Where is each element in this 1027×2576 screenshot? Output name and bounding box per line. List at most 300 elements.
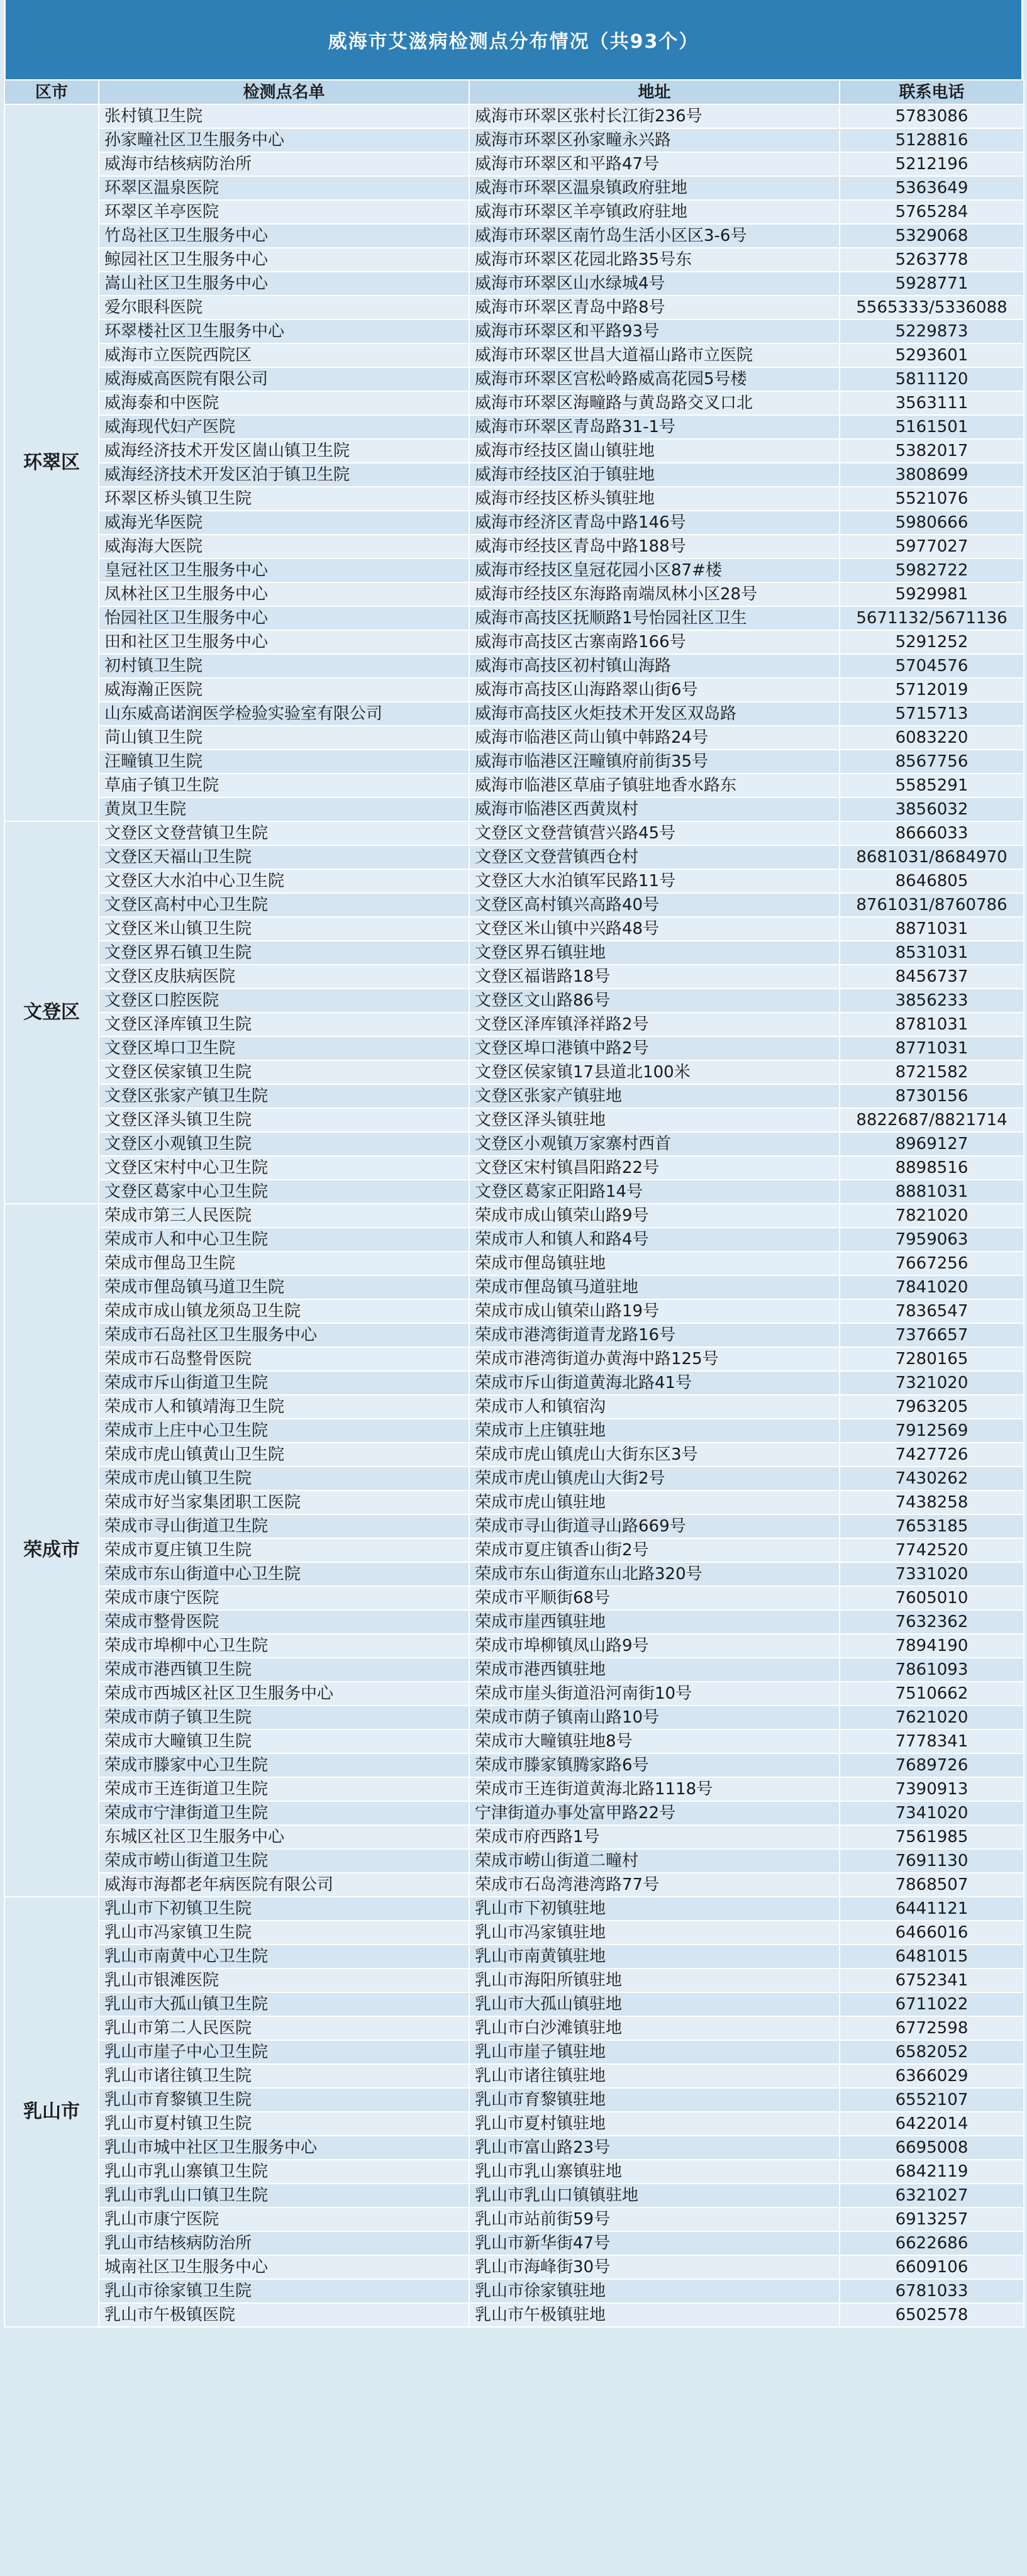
address-cell: 乳山市徐家镇驻地: [469, 2279, 840, 2303]
site-name-cell: 乳山市诸往镇卫生院: [99, 2064, 469, 2088]
site-name-cell: 威海市结核病防治所: [99, 152, 469, 176]
phone-cell: 7841020: [840, 1275, 1024, 1299]
table-row: [4, 1706, 1024, 1729]
site-name-cell: 威海威高医院有限公司: [99, 367, 469, 391]
address-cell: 荣成市寻山街道寻山路669号: [469, 1514, 840, 1538]
phone-cell: 8881031: [840, 1180, 1024, 1204]
table-row: [4, 152, 1024, 176]
phone-cell: 8646805: [840, 869, 1024, 893]
address-cell: 文登区埠口港镇中路2号: [469, 1036, 840, 1060]
address-cell: 威海市环翠区山水绿城4号: [469, 272, 840, 296]
phone-cell: 8666033: [840, 821, 1024, 845]
phone-cell: 8781031: [840, 1013, 1024, 1036]
table-row: [4, 1347, 1024, 1371]
table-row: [4, 1562, 1024, 1586]
table-row: [4, 1968, 1024, 1992]
phone-cell: 7667256: [840, 1252, 1024, 1275]
address-cell: 宁津街道办事处富甲路22号: [469, 1801, 840, 1825]
table-row: [4, 1491, 1024, 1514]
phone-cell: 7321020: [840, 1371, 1024, 1395]
address-cell: 威海市环翠区羊亭镇政府驻地: [469, 200, 840, 224]
address-cell: 威海市高技区古寨南路166号: [469, 630, 840, 654]
address-cell: 威海市环翠区青岛中路8号: [469, 296, 840, 319]
site-name-cell: 荣成市人和中心卫生院: [99, 1228, 469, 1252]
address-cell: 文登区泽库镇泽祥路2号: [469, 1013, 840, 1036]
site-name-cell: 环翠区温泉医院: [99, 176, 469, 200]
site-name-cell: 荣成市俚岛镇马道卫生院: [99, 1275, 469, 1299]
site-name-cell: 文登区张家产镇卫生院: [99, 1084, 469, 1108]
site-name-cell: 荣成市崂山街道卫生院: [99, 1849, 469, 1873]
table-row: [4, 606, 1024, 630]
column-header-phone: 联系电话: [840, 80, 1024, 104]
table-row: [4, 1921, 1024, 1945]
site-name-cell: 山东威高诺润医学检验实验室有限公司: [99, 702, 469, 726]
address-cell: 荣成市成山镇荣山路9号: [469, 1204, 840, 1228]
site-name-cell: 文登区界石镇卫生院: [99, 941, 469, 965]
address-cell: 荣成市俚岛镇驻地: [469, 1252, 840, 1275]
table-row: [4, 511, 1024, 535]
table-row: [4, 1395, 1024, 1419]
phone-cell: 5263778: [840, 248, 1024, 272]
phone-cell: 7438258: [840, 1491, 1024, 1514]
phone-cell: 6552107: [840, 2088, 1024, 2112]
phone-cell: 7341020: [840, 1801, 1024, 1825]
address-cell: 荣成市港西镇驻地: [469, 1658, 840, 1682]
table-header-row: [4, 80, 1024, 104]
phone-cell: 6422014: [840, 2112, 1024, 2136]
phone-cell: 7390913: [840, 1777, 1024, 1801]
address-cell: 文登区高村镇兴高路40号: [469, 893, 840, 917]
phone-cell: 7821020: [840, 1204, 1024, 1228]
address-cell: 文登区宋村镇昌阳路22号: [469, 1156, 840, 1180]
phone-cell: 7331020: [840, 1562, 1024, 1586]
table-row: [4, 2279, 1024, 2303]
address-cell: 乳山市夏村镇驻地: [469, 2112, 840, 2136]
site-name-cell: 乳山市崖子中心卫生院: [99, 2040, 469, 2064]
table-row: [4, 1777, 1024, 1801]
testing-sites-table: [4, 79, 1024, 2328]
table-row: [4, 535, 1024, 558]
site-name-cell: 乳山市康宁医院: [99, 2207, 469, 2231]
table-row: [4, 248, 1024, 272]
site-name-cell: 荣成市港西镇卫生院: [99, 1658, 469, 1682]
address-cell: 乳山市大孤山镇驻地: [469, 1992, 840, 2016]
address-cell: 乳山市冯家镇驻地: [469, 1921, 840, 1945]
table-row: [4, 1586, 1024, 1610]
table-row: [4, 176, 1024, 200]
column-header-address: 地址: [469, 80, 840, 104]
address-cell: 荣成市斥山街道黄海北路41号: [469, 1371, 840, 1395]
table-row: [4, 2231, 1024, 2255]
address-cell: 文登区大水泊镇军民路11号: [469, 869, 840, 893]
table-row: [4, 1945, 1024, 1968]
address-cell: 荣成市人和镇人和路4号: [469, 1228, 840, 1252]
table-row: [4, 296, 1024, 319]
address-cell: 威海市高技区山海路翠山街6号: [469, 678, 840, 702]
phone-cell: 5928771: [840, 272, 1024, 296]
phone-cell: 8771031: [840, 1036, 1024, 1060]
column-header-name: 检测点名单: [99, 80, 469, 104]
table-row: [4, 1682, 1024, 1706]
table-row: [4, 678, 1024, 702]
address-cell: 威海市环翠区海疃路与黄岛路交叉口北: [469, 391, 840, 415]
table-row: [4, 487, 1024, 511]
phone-cell: 3563111: [840, 391, 1024, 415]
table-row: [4, 1729, 1024, 1753]
phone-cell: 7742520: [840, 1538, 1024, 1562]
address-cell: 威海市环翠区和平路47号: [469, 152, 840, 176]
site-name-cell: 乳山市育黎镇卫生院: [99, 2088, 469, 2112]
site-name-cell: 荣成市王连街道卫生院: [99, 1777, 469, 1801]
phone-cell: 6083220: [840, 726, 1024, 750]
table-row: [4, 558, 1024, 582]
address-cell: 威海市临港区汪疃镇府前街35号: [469, 750, 840, 774]
site-name-cell: 乳山市午极镇医院: [99, 2303, 469, 2327]
table-row: [4, 1992, 1024, 2016]
table-row: [4, 1252, 1024, 1275]
site-name-cell: 乳山市南黄中心卫生院: [99, 1945, 469, 1968]
site-name-cell: 东城区社区卫生服务中心: [99, 1825, 469, 1849]
table-row: [4, 1204, 1024, 1228]
phone-cell: 7868507: [840, 1873, 1024, 1897]
table-row: [4, 2160, 1024, 2184]
phone-cell: 6913257: [840, 2207, 1024, 2231]
site-name-cell: 荣成市荫子镇卫生院: [99, 1706, 469, 1729]
site-name-cell: 荣成市大疃镇卫生院: [99, 1729, 469, 1753]
site-name-cell: 威海现代妇产医院: [99, 415, 469, 439]
site-name-cell: 文登区埠口卫生院: [99, 1036, 469, 1060]
phone-cell: 5977027: [840, 535, 1024, 558]
phone-cell: 6502578: [840, 2303, 1024, 2327]
address-cell: 威海市环翠区张村长江街236号: [469, 104, 840, 128]
address-cell: 乳山市育黎镇驻地: [469, 2088, 840, 2112]
table-row: [4, 128, 1024, 152]
site-name-cell: 环翠区桥头镇卫生院: [99, 487, 469, 511]
address-cell: 文登区界石镇驻地: [469, 941, 840, 965]
address-cell: 文登区张家产镇驻地: [469, 1084, 840, 1108]
table-row: [4, 2016, 1024, 2040]
address-cell: 乳山市站前街59号: [469, 2207, 840, 2231]
table-row: [4, 774, 1024, 797]
table-row: [4, 463, 1024, 487]
site-name-cell: 乳山市下初镇卫生院: [99, 1897, 469, 1921]
table-row: [4, 391, 1024, 415]
site-name-cell: 文登区天福山卫生院: [99, 845, 469, 869]
address-cell: 荣成市崖西镇驻地: [469, 1610, 840, 1634]
address-cell: 威海市高技区抚顺路1号怡园社区卫生: [469, 606, 840, 630]
site-name-cell: 乳山市乳山寨镇卫生院: [99, 2160, 469, 2184]
table-row: [4, 965, 1024, 989]
phone-cell: 6366029: [840, 2064, 1024, 2088]
address-cell: 文登区小观镇万家寨村西首: [469, 1132, 840, 1156]
table-row: [4, 1084, 1024, 1108]
table-row: [4, 1873, 1024, 1897]
site-name-cell: 荣成市西城区社区卫生服务中心: [99, 1682, 469, 1706]
phone-cell: 6466016: [840, 1921, 1024, 1945]
phone-cell: 5783086: [840, 104, 1024, 128]
address-cell: 荣成市崖头街道沿河南街10号: [469, 1682, 840, 1706]
phone-cell: 7430262: [840, 1467, 1024, 1491]
table-row: [4, 1897, 1024, 1921]
phone-cell: 5565333/5336088: [840, 296, 1024, 319]
phone-cell: 8969127: [840, 1132, 1024, 1156]
site-name-cell: 威海市海都老年病医院有限公司: [99, 1873, 469, 1897]
site-name-cell: 乳山市大孤山镇卫生院: [99, 1992, 469, 2016]
table-row: [4, 750, 1024, 774]
table-row: [4, 200, 1024, 224]
site-name-cell: 文登区小观镇卫生院: [99, 1132, 469, 1156]
address-cell: 荣成市港湾街道办黄海中路125号: [469, 1347, 840, 1371]
site-name-cell: 威海光华医院: [99, 511, 469, 535]
site-name-cell: 荣成市石岛整骨医院: [99, 1347, 469, 1371]
site-name-cell: 荣成市第三人民医院: [99, 1204, 469, 1228]
site-name-cell: 孙家疃社区卫生服务中心: [99, 128, 469, 152]
table-row: [4, 2207, 1024, 2231]
site-name-cell: 苘山镇卫生院: [99, 726, 469, 750]
phone-cell: 7280165: [840, 1347, 1024, 1371]
address-cell: 威海市经技区青岛中路188号: [469, 535, 840, 558]
address-cell: 荣成市虎山镇虎山大街东区3号: [469, 1443, 840, 1467]
phone-cell: 6321027: [840, 2184, 1024, 2207]
phone-cell: 3856233: [840, 989, 1024, 1013]
address-cell: 乳山市乳山口镇镇驻地: [469, 2184, 840, 2207]
table-row: [4, 1180, 1024, 1204]
table-row: [4, 319, 1024, 343]
table-row: [4, 1753, 1024, 1777]
site-name-cell: 荣成市斥山街道卫生院: [99, 1371, 469, 1395]
address-cell: 荣成市虎山镇虎山大街2号: [469, 1467, 840, 1491]
address-cell: 乳山市南黄镇驻地: [469, 1945, 840, 1968]
address-cell: 威海市经济区青岛中路146号: [469, 511, 840, 535]
address-cell: 威海市高技区火炬技术开发区双岛路: [469, 702, 840, 726]
table-row: [4, 1467, 1024, 1491]
site-name-cell: 威海市立医院西院区: [99, 343, 469, 367]
phone-cell: 6752341: [840, 1968, 1024, 1992]
phone-cell: 7621020: [840, 1706, 1024, 1729]
phone-cell: 6481015: [840, 1945, 1024, 1968]
phone-cell: 5712019: [840, 678, 1024, 702]
phone-cell: 3808699: [840, 463, 1024, 487]
address-cell: 荣成市平顺街68号: [469, 1586, 840, 1610]
address-cell: 荣成市俚岛镇马道驻地: [469, 1275, 840, 1299]
address-cell: 乳山市诸往镇驻地: [469, 2064, 840, 2088]
phone-cell: 7605010: [840, 1586, 1024, 1610]
address-cell: 威海市临港区苘山镇中韩路24号: [469, 726, 840, 750]
address-cell: 文登区葛家正阳路14号: [469, 1180, 840, 1204]
address-cell: 荣成市虎山镇驻地: [469, 1491, 840, 1514]
address-cell: 荣成市崂山街道二疃村: [469, 1849, 840, 1873]
table-row: [4, 2112, 1024, 2136]
site-name-cell: 竹岛社区卫生服务中心: [99, 224, 469, 248]
table-row: [4, 582, 1024, 606]
address-cell: 荣成市王连街道黄海北路1118号: [469, 1777, 840, 1801]
phone-cell: 5382017: [840, 439, 1024, 463]
table-row: [4, 1610, 1024, 1634]
table-row: [4, 415, 1024, 439]
phone-cell: 5715713: [840, 702, 1024, 726]
address-cell: 乳山市白沙滩镇驻地: [469, 2016, 840, 2040]
column-header-district: 区市: [4, 80, 99, 104]
phone-cell: 7894190: [840, 1634, 1024, 1658]
table-row: [4, 2088, 1024, 2112]
phone-cell: 7836547: [840, 1299, 1024, 1323]
address-cell: 威海市经技区皇冠花园小区87#楼: [469, 558, 840, 582]
table-row: [4, 439, 1024, 463]
address-cell: 文登区文山路86号: [469, 989, 840, 1013]
table-row: [4, 917, 1024, 941]
address-cell: 文登区米山镇中兴路48号: [469, 917, 840, 941]
table-row: [4, 1108, 1024, 1132]
table-row: [4, 1299, 1024, 1323]
site-name-cell: 威海海大医院: [99, 535, 469, 558]
site-name-cell: 文登区泽头镇卫生院: [99, 1108, 469, 1132]
address-cell: 荣成市府西路1号: [469, 1825, 840, 1849]
address-cell: 文登区侯家镇17县道北100米: [469, 1060, 840, 1084]
table-row: [4, 2303, 1024, 2327]
table-row: [4, 1514, 1024, 1538]
phone-cell: 8681031/8684970: [840, 845, 1024, 869]
address-cell: 荣成市夏庄镇香山街2号: [469, 1538, 840, 1562]
table-row: [4, 630, 1024, 654]
phone-cell: 6781033: [840, 2279, 1024, 2303]
site-name-cell: 怡园社区卫生服务中心: [99, 606, 469, 630]
table-row: [4, 1443, 1024, 1467]
address-cell: 文登区文登营镇西仓村: [469, 845, 840, 869]
phone-cell: 5293601: [840, 343, 1024, 367]
table-row: [4, 1634, 1024, 1658]
table-row: [4, 343, 1024, 367]
site-name-cell: 荣成市整骨医院: [99, 1610, 469, 1634]
phone-cell: 6582052: [840, 2040, 1024, 2064]
table-row: [4, 1849, 1024, 1873]
address-cell: 威海市环翠区世昌大道福山路市立医院: [469, 343, 840, 367]
address-cell: 乳山市下初镇驻地: [469, 1897, 840, 1921]
table-row: [4, 845, 1024, 869]
table-row: [4, 821, 1024, 845]
site-name-cell: 初村镇卫生院: [99, 654, 469, 678]
table-row: [4, 2136, 1024, 2160]
phone-cell: 6842119: [840, 2160, 1024, 2184]
table-row: [4, 2255, 1024, 2279]
table-row: [4, 989, 1024, 1013]
table-row: [4, 1036, 1024, 1060]
site-name-cell: 乳山市结核病防治所: [99, 2231, 469, 2255]
site-name-cell: 文登区皮肤病医院: [99, 965, 469, 989]
page-title: 威海市艾滋病检测点分布情况（共93个）: [4, 0, 1023, 79]
phone-cell: 7691130: [840, 1849, 1024, 1873]
table-row: [4, 1132, 1024, 1156]
address-cell: 威海市环翠区温泉镇政府驻地: [469, 176, 840, 200]
phone-cell: 8871031: [840, 917, 1024, 941]
address-cell: 荣成市滕家镇腾家路6号: [469, 1753, 840, 1777]
site-name-cell: 文登区口腔医院: [99, 989, 469, 1013]
table-row: [4, 367, 1024, 391]
site-name-cell: 威海经济技术开发区泊于镇卫生院: [99, 463, 469, 487]
site-name-cell: 荣成市滕家中心卫生院: [99, 1753, 469, 1777]
phone-cell: 5980666: [840, 511, 1024, 535]
phone-cell: 7912569: [840, 1419, 1024, 1443]
phone-cell: 8531031: [840, 941, 1024, 965]
address-cell: 威海市环翠区孙家疃永兴路: [469, 128, 840, 152]
site-name-cell: 乳山市徐家镇卫生院: [99, 2279, 469, 2303]
address-cell: 威海市环翠区花园北路35号东: [469, 248, 840, 272]
table-row: [4, 1419, 1024, 1443]
table-row: [4, 941, 1024, 965]
address-cell: 文登区泽头镇驻地: [469, 1108, 840, 1132]
site-name-cell: 城南社区卫生服务中心: [99, 2255, 469, 2279]
address-cell: 荣成市大疃镇驻地8号: [469, 1729, 840, 1753]
site-name-cell: 文登区泽库镇卫生院: [99, 1013, 469, 1036]
table-row: [4, 654, 1024, 678]
site-name-cell: 乳山市第二人民医院: [99, 2016, 469, 2040]
phone-cell: 5704576: [840, 654, 1024, 678]
site-name-cell: 荣成市人和镇靖海卫生院: [99, 1395, 469, 1419]
address-cell: 乳山市海阳所镇驻地: [469, 1968, 840, 1992]
site-name-cell: 威海瀚正医院: [99, 678, 469, 702]
address-cell: 文登区文登营镇营兴路45号: [469, 821, 840, 845]
site-name-cell: 荣成市石岛社区卫生服务中心: [99, 1323, 469, 1347]
site-name-cell: 荣成市寻山街道卫生院: [99, 1514, 469, 1538]
site-name-cell: 环翠楼社区卫生服务中心: [99, 319, 469, 343]
site-name-cell: 凤林社区卫生服务中心: [99, 582, 469, 606]
site-name-cell: 荣成市宁津街道卫生院: [99, 1801, 469, 1825]
table-body: [4, 104, 1024, 2327]
phone-cell: 7376657: [840, 1323, 1024, 1347]
table-row: [4, 2064, 1024, 2088]
site-name-cell: 草庙子镇卫生院: [99, 774, 469, 797]
site-name-cell: 荣成市夏庄镇卫生院: [99, 1538, 469, 1562]
site-name-cell: 鲸园社区卫生服务中心: [99, 248, 469, 272]
table-row: [4, 1801, 1024, 1825]
address-cell: 荣成市上庄镇驻地: [469, 1419, 840, 1443]
site-name-cell: 环翠区羊亭医院: [99, 200, 469, 224]
table-row: [4, 104, 1024, 128]
phone-cell: 5212196: [840, 152, 1024, 176]
phone-cell: 5161501: [840, 415, 1024, 439]
phone-cell: 7427726: [840, 1443, 1024, 1467]
site-name-cell: 荣成市成山镇龙须岛卫生院: [99, 1299, 469, 1323]
phone-cell: 7959063: [840, 1228, 1024, 1252]
address-cell: 文登区福谐路18号: [469, 965, 840, 989]
district-cell: 文登区: [4, 821, 99, 1204]
phone-cell: 7861093: [840, 1658, 1024, 1682]
address-cell: 荣成市荫子镇南山路10号: [469, 1706, 840, 1729]
site-name-cell: 荣成市上庄中心卫生院: [99, 1419, 469, 1443]
site-name-cell: 荣成市东山街道中心卫生院: [99, 1562, 469, 1586]
address-cell: 荣成市人和镇宿沟: [469, 1395, 840, 1419]
address-cell: 乳山市午极镇驻地: [469, 2303, 840, 2327]
phone-cell: 7778341: [840, 1729, 1024, 1753]
address-cell: 荣成市港湾街道青龙路16号: [469, 1323, 840, 1347]
district-cell: 乳山市: [4, 1897, 99, 2327]
table-row: [4, 726, 1024, 750]
site-name-cell: 文登区米山镇卫生院: [99, 917, 469, 941]
phone-cell: 6609106: [840, 2255, 1024, 2279]
table-row: [4, 1275, 1024, 1299]
address-cell: 乳山市新华街47号: [469, 2231, 840, 2255]
address-cell: 威海市临港区草庙子镇驻地香水路东: [469, 774, 840, 797]
phone-cell: 7561985: [840, 1825, 1024, 1849]
phone-cell: 6711022: [840, 1992, 1024, 2016]
site-name-cell: 田和社区卫生服务中心: [99, 630, 469, 654]
site-name-cell: 文登区宋村中心卫生院: [99, 1156, 469, 1180]
phone-cell: 8898516: [840, 1156, 1024, 1180]
phone-cell: 8721582: [840, 1060, 1024, 1084]
site-name-cell: 荣成市虎山镇卫生院: [99, 1467, 469, 1491]
site-name-cell: 荣成市埠柳中心卫生院: [99, 1634, 469, 1658]
phone-cell: 7632362: [840, 1610, 1024, 1634]
district-cell: 荣成市: [4, 1204, 99, 1897]
